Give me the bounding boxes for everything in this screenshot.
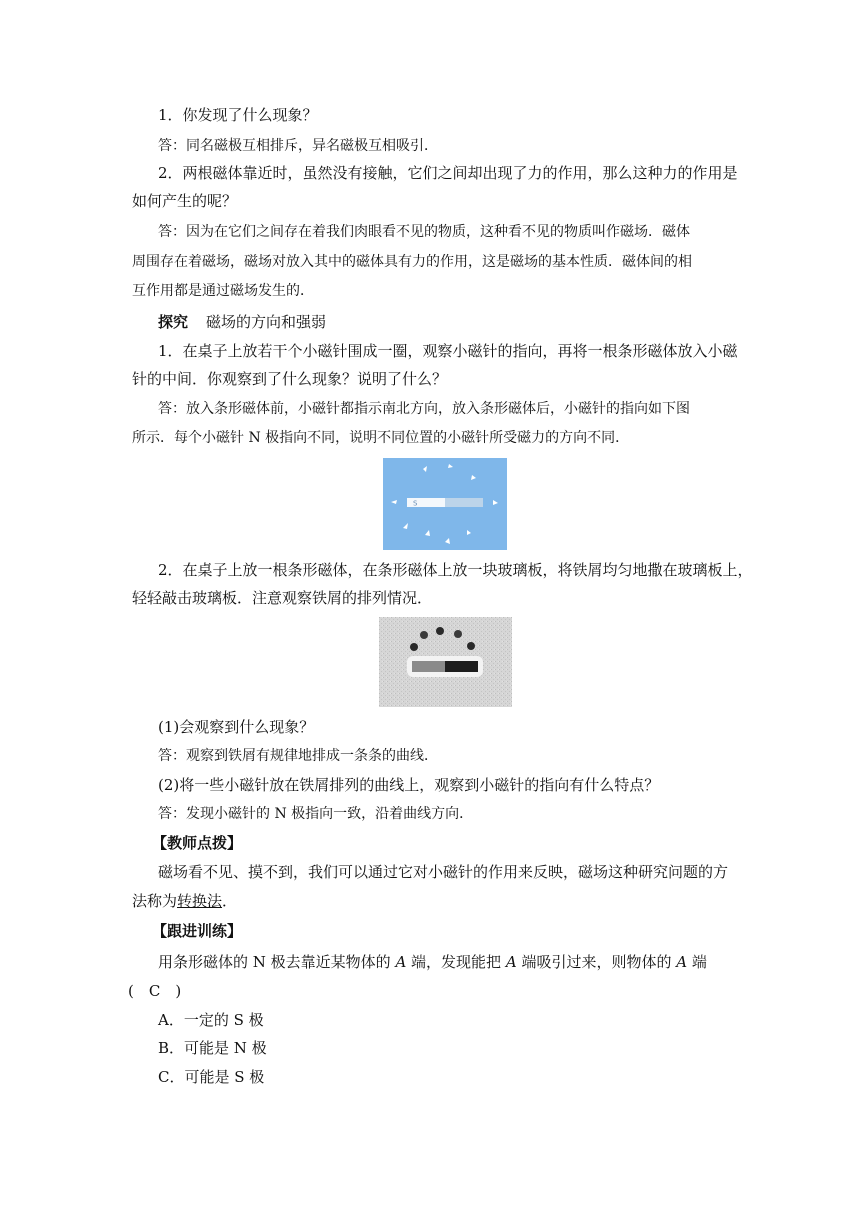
bar-magnet-dark-half [445,498,483,507]
explore-1-line-2: 针的中间．你观察到了什么现象？说明了什么？ [132,370,448,388]
option-b: B．可能是 N 极 [158,1039,267,1057]
option-a: A．一定的 S 极 [158,1011,264,1029]
compass-figure [383,458,507,550]
sub-question-2: (2)将一些小磁针放在铁屑排列的曲线上，观察到小磁针的指向有什么特点？ [158,776,660,794]
sub-answer-2: 答：发现小磁针的 N 极指向一致，沿着曲线方向． [158,806,474,822]
iron-filings-graphic [379,617,512,707]
explore-label: 探究 [158,313,189,331]
question-2-line-2: 如何产生的呢？ [132,192,238,210]
conversion-method-term: 转换法 [177,892,223,910]
option-c: C．可能是 S 极 [158,1068,265,1086]
compass [454,630,462,638]
compass [467,642,475,650]
answer-2-line-1: 答：因为在它们之间存在着我们肉眼看不见的物质，这种看不见的物质叫作磁场．磁体 [158,224,690,240]
explore-2-line-2: 轻轻敲击玻璃板．注意观察铁屑的排列情况． [132,589,433,607]
explore-title: 磁场的方向和强弱 [206,313,327,331]
explore-2-line-1: 2．在桌子上放一根条形磁体，在条形磁体上放一块玻璃板，将铁屑均匀地撒在玻璃板上， [158,561,753,579]
sub-answer-1: 答：观察到铁屑有规律地排成一条条的曲线． [158,748,438,764]
compass [436,627,444,635]
question-2-line-1: 2．两根磁体靠近时，虽然没有接触，它们之间却出现了力的作用，那么这种力的作用是 [158,164,738,182]
bar-magnet-gray-half [412,661,445,672]
iron-filings-figure [379,617,512,707]
explore-1-line-1: 1．在桌子上放若干个小磁针围成一圈，观察小磁针的指向，再将一根条形磁体放入小磁 [158,342,738,360]
compass [410,643,418,651]
training-answer: ( C ) [128,982,182,1000]
question-1: 1．你发现了什么现象？ [158,106,318,124]
answer-1: 答：同名磁极互相排斥，异名磁极互相吸引． [158,138,438,154]
answer-2-line-3: 互作用都是通过磁场发生的． [132,283,314,299]
bar-magnet-black-half [445,661,478,672]
teacher-tip-line-2: 法称为转换法． [132,892,238,910]
section-heading-explore [158,312,326,332]
explore-answer-1-line-2: 所示．每个小磁针 N 极指向不同，说明不同位置的小磁针所受磁力的方向不同． [132,430,630,446]
teacher-tip-line-1: 磁场看不见、摸不到，我们可以通过它对小磁针的作用来反映，磁场这种研究问题的方 [158,863,729,881]
sub-question-1: (1)会观察到什么现象？ [158,718,315,736]
teacher-tip-heading: 【教师点拨】 [152,834,243,852]
training-heading: 【跟进训练】 [152,922,243,940]
compass [420,631,428,639]
answer-2-line-2: 周围存在着磁场，磁场对放入其中的磁体具有力的作用，这是磁场的基本性质．磁体间的相 [132,254,692,270]
training-question: 用条形磁体的 N 极去靠近某物体的 A 端，发现能把 A 端吸引过来，则物体的 A 端 [158,953,707,971]
bar-magnet-label: S [413,499,418,508]
explore-answer-1-line-1: 答：放入条形磁体前，小磁针都指示南北方向，放入条形磁体后，小磁针的指向如下图 [158,401,690,417]
compass-figure-graphic [383,458,507,550]
